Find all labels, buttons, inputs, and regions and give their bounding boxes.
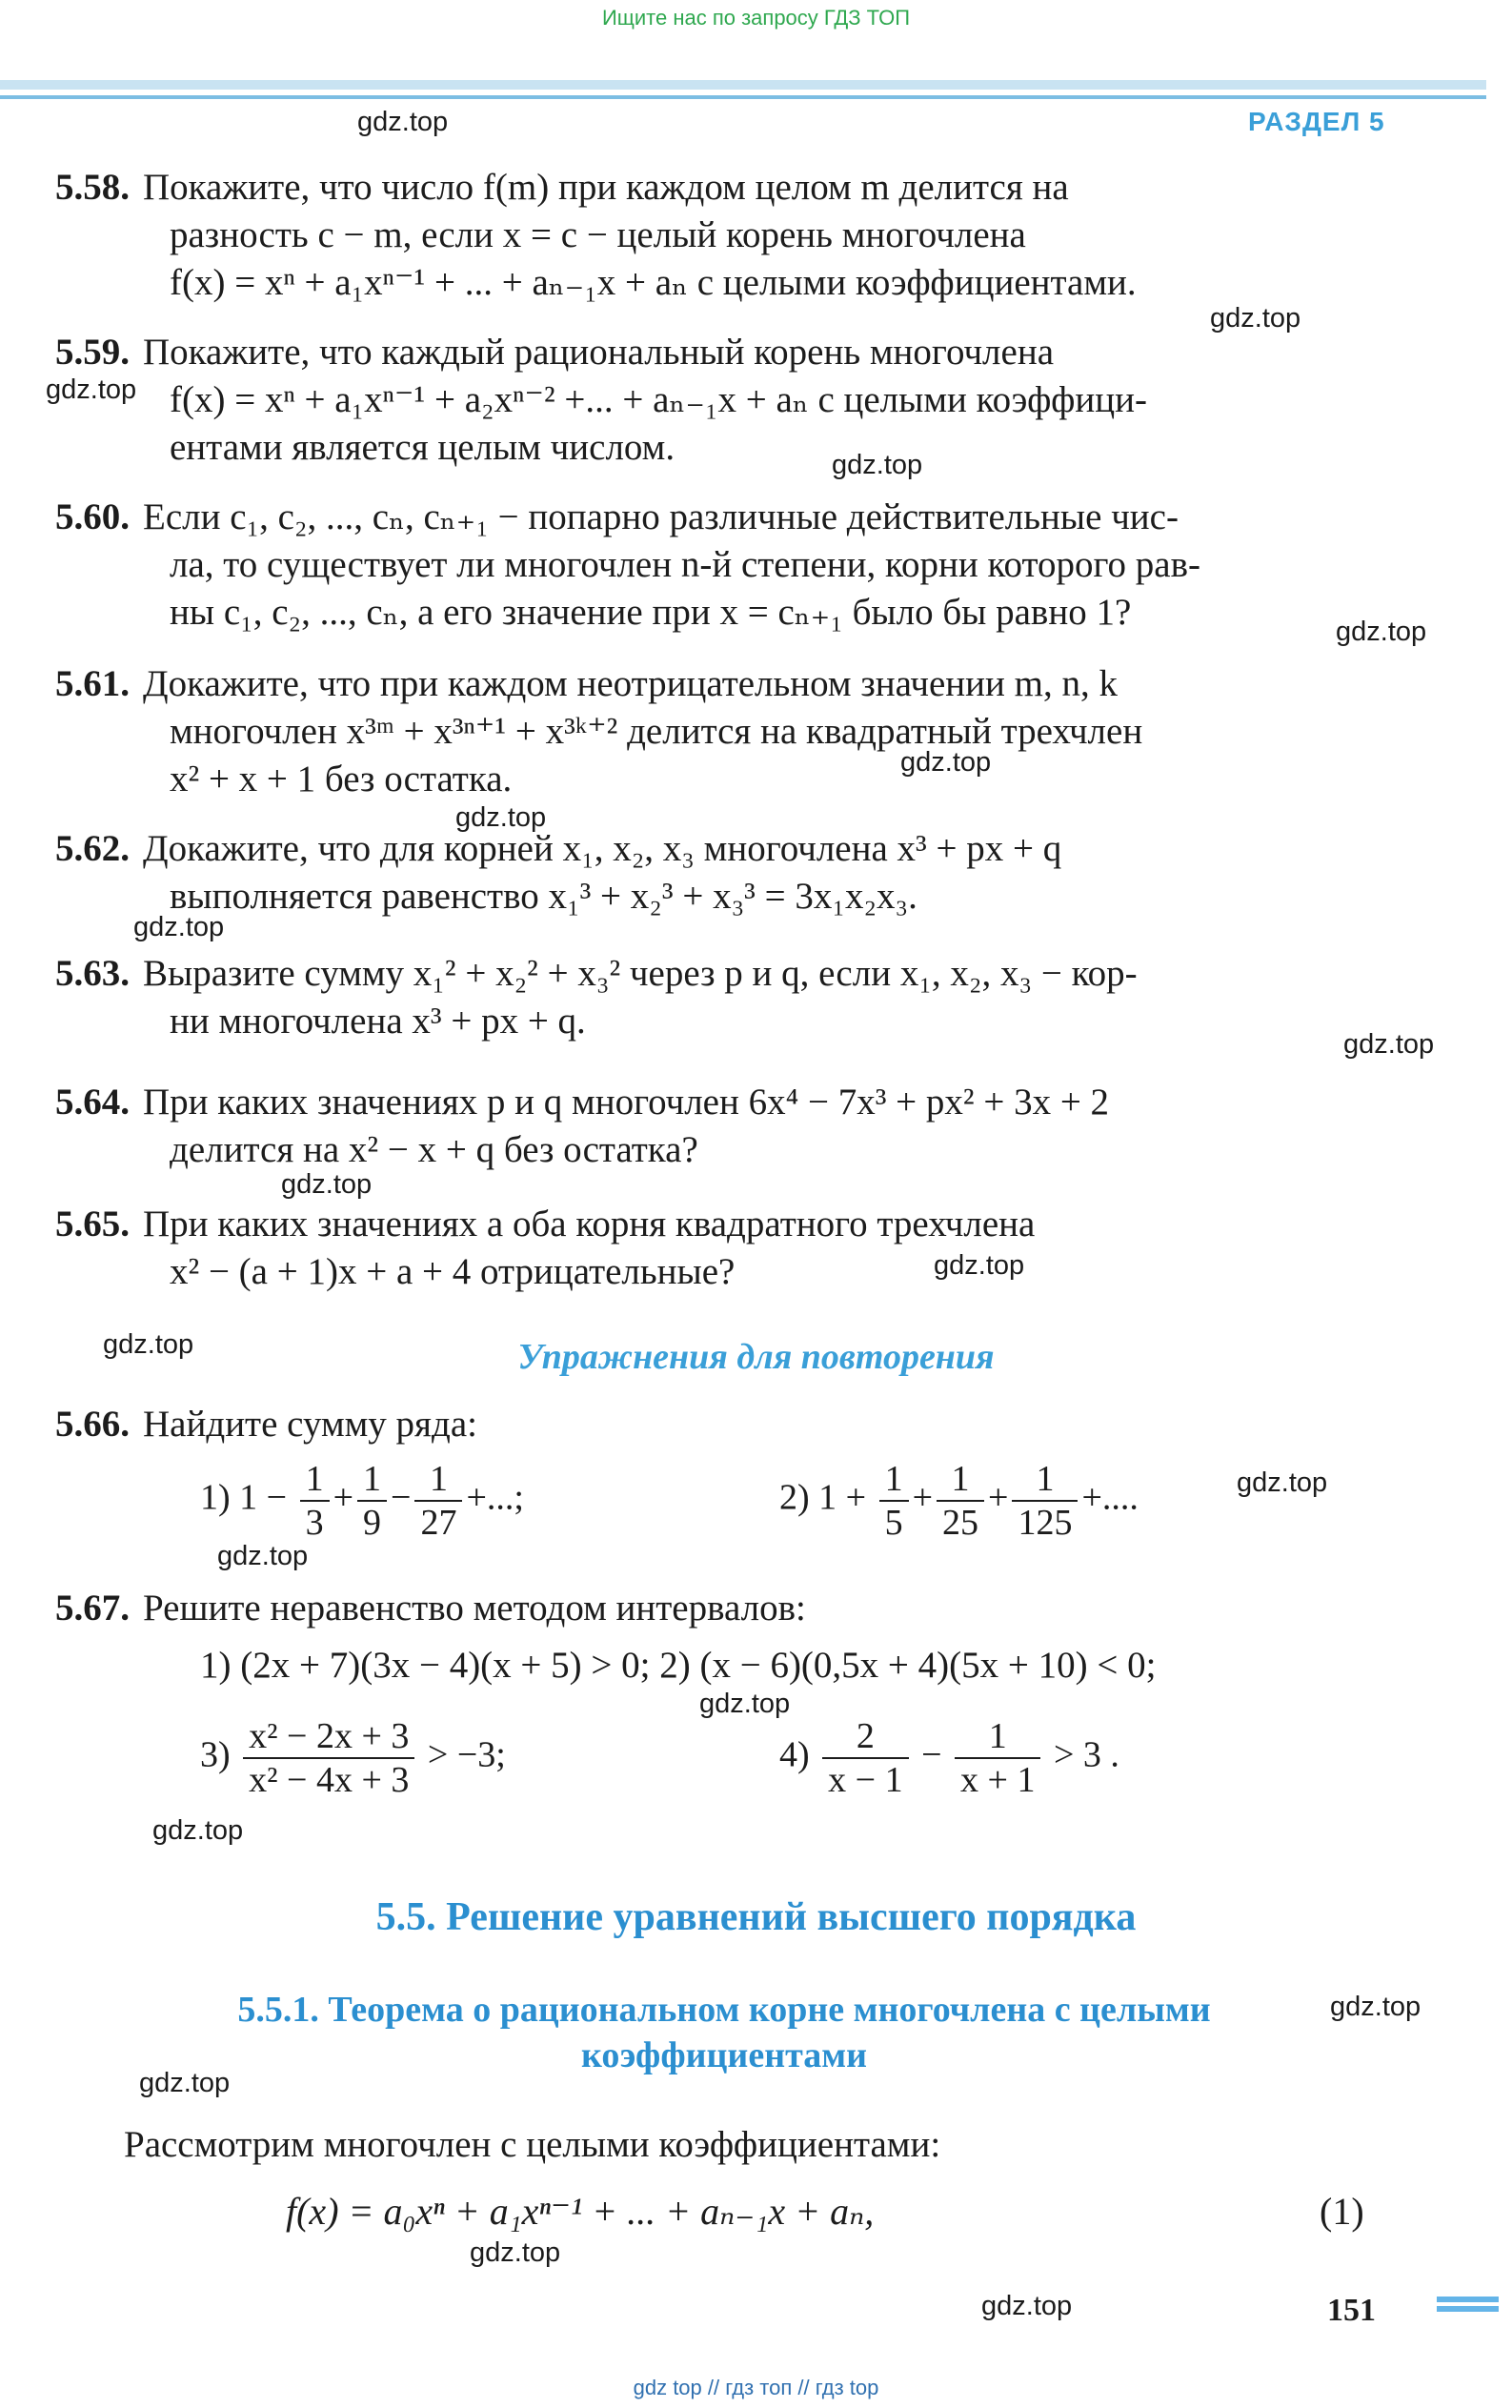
watermark: gdz.top: [217, 1541, 309, 1571]
fraction: [300, 1458, 330, 1544]
problem-line: Найдите сумму ряда:: [143, 1404, 477, 1445]
denominator: x + 1: [960, 1760, 1036, 1800]
exercises-heading: Упражнения для повторения: [517, 1337, 995, 1377]
watermark: gdz.top: [139, 2068, 231, 2098]
denominator: 3: [305, 1503, 324, 1543]
problem-line: Докажите, что для корней x₁, x₂, x₃ многочлена x³ + px + q: [143, 828, 1062, 869]
problem-5-67: [55, 1585, 1380, 1632]
inequality-4: [779, 1715, 1119, 1801]
inequalities-1-2: 1) (2x + 7)(3x − 4)(x + 5) > 0; 2) (x − 6)(0,5x + 4)(5x + 10) < 0;: [200, 1645, 1157, 1686]
problem-number: 5.62.: [55, 828, 130, 869]
watermark: gdz.top: [900, 747, 992, 778]
problem-line: x² + x + 1 без остатка.: [170, 759, 513, 799]
inequality-rhs: > 3 .: [1053, 1734, 1119, 1775]
formula-number: (1): [1320, 2190, 1364, 2233]
problem-line: При каких значениях p и q многочлен 6x⁴ − 7x³ + px² + 3x + 2: [143, 1082, 1110, 1123]
page-marker: [1437, 2306, 1499, 2312]
problem-line: Выразите сумму x₁² + x₂² + x₃² через p и q, если x₁, x₂, x₃ − кор-: [143, 953, 1138, 994]
numerator: 1: [955, 1715, 1040, 1759]
numerator: 1: [879, 1458, 909, 1502]
series-tail: +...;: [466, 1477, 524, 1518]
watermark: gdz.top: [103, 1329, 194, 1360]
fraction: [414, 1458, 462, 1544]
problem-line: Если c₁, c₂, ..., cₙ, cₙ₊₁ − попарно различные действительные чис-: [143, 496, 1179, 537]
page-number: 151: [1327, 2293, 1376, 2328]
fraction: [243, 1715, 414, 1801]
problem-line: Докажите, что при каждом неотрицательном значении m, n, k: [143, 663, 1119, 704]
problem-5-59: [55, 329, 1380, 472]
footer-links[interactable]: gdz top // гдз топ // гдз top: [633, 2376, 879, 2399]
subsection-title: 5.5.1. Теорема о рациональном корне многочлена с целыми коэффициентами: [237, 1990, 1211, 2075]
fraction: [1012, 1458, 1078, 1544]
watermark: gdz.top: [281, 1169, 373, 1200]
problem-line: делится на x² − x + q без остатка?: [170, 1129, 698, 1170]
body-text: Рассмотрим многочлен с целыми коэффициентами:: [124, 2124, 941, 2165]
numerator: 1: [937, 1458, 984, 1502]
watermark: gdz.top: [455, 802, 547, 833]
problem-number: 5.58.: [55, 167, 130, 208]
watermark: gdz.top: [934, 1250, 1025, 1281]
problem-number: 5.64.: [55, 1082, 130, 1123]
fraction: [879, 1458, 909, 1544]
denominator: 27: [420, 1503, 457, 1543]
problem-line: ла, то существует ли многочлен n-й степени, корни которого рав-: [170, 544, 1200, 585]
numerator: 2: [822, 1715, 908, 1759]
header-band: [0, 80, 1486, 90]
denominator: 5: [884, 1503, 903, 1543]
numerator: 1: [1012, 1458, 1078, 1502]
problem-line: ентами является целым числом.: [170, 427, 675, 468]
problem-line: Покажите, что каждый рациональный корень многочлена: [143, 332, 1055, 373]
item-label: 2) 1 +: [779, 1477, 867, 1518]
series-1: 1) 1 − $\frac{1}{3}$ + $\frac{1}{9}$ − $\frac{1}{27}$ +...;: [200, 1459, 524, 1543]
problem-number: 5.63.: [55, 953, 130, 994]
fraction: [937, 1458, 984, 1544]
problem-line: ни многочлена x³ + px + q.: [170, 1001, 586, 1042]
item-label: 1) 1 −: [200, 1477, 288, 1518]
denominator: x − 1: [828, 1760, 903, 1800]
watermark: gdz.top: [470, 2237, 561, 2268]
problem-line: выполняется равенство x₁³ + x₂³ + x₃³ = 3x₁x₂x₃.: [170, 876, 917, 917]
numerator: 1: [414, 1458, 462, 1502]
problem-5-58: [55, 164, 1380, 307]
problem-line: Решите неравенство методом интервалов:: [143, 1588, 806, 1629]
denominator: 9: [363, 1503, 382, 1543]
problem-number: 5.65.: [55, 1204, 130, 1244]
problem-line: f(x) = xⁿ + a₁xⁿ⁻¹ + ... + aₙ₋₁x + aₙ с целыми коэффициентами.: [170, 262, 1137, 303]
watermark: gdz.top: [1210, 303, 1301, 334]
watermark: gdz.top: [1237, 1467, 1328, 1498]
problem-number: 5.59.: [55, 332, 130, 373]
problem-number: 5.66.: [55, 1404, 130, 1445]
fraction: [955, 1715, 1040, 1801]
inequality-3: [200, 1715, 506, 1801]
problem-number: 5.61.: [55, 663, 130, 704]
watermark: gdz.top: [1330, 1992, 1421, 2022]
problem-number: 5.67.: [55, 1588, 130, 1629]
problem-line: многочлен x³ᵐ + x³ⁿ⁺¹ + x³ᵏ⁺² делится на квадратный трехчлен: [170, 711, 1143, 752]
minus-sign: −: [921, 1734, 942, 1775]
problem-5-60: [55, 494, 1380, 637]
numerator: 1: [300, 1458, 330, 1502]
numerator: x² − 2x + 3: [243, 1715, 414, 1759]
problem-line: f(x) = xⁿ + a₁xⁿ⁻¹ + a₂xⁿ⁻² +... + aₙ₋₁x + aₙ с целыми коэффици-: [170, 379, 1148, 420]
series-2: 2) 1 + $\frac{1}{5}$ + $\frac{1}{25}$ + $\frac{1}{125}$ +....: [779, 1459, 1139, 1543]
denominator: 125: [1018, 1503, 1073, 1543]
fraction: [822, 1715, 908, 1801]
problem-5-63: [55, 950, 1380, 1045]
problem-line: x² − (a + 1)x + a + 4 отрицательные?: [170, 1251, 736, 1292]
watermark: gdz.top: [699, 1689, 791, 1719]
header-stripe: [0, 95, 1486, 99]
page-marker: [1437, 2297, 1499, 2302]
series-tail: +....: [1081, 1477, 1139, 1518]
denominator: 25: [942, 1503, 979, 1543]
problem-5-66: [55, 1401, 1380, 1448]
problem-5-64: [55, 1079, 1380, 1174]
watermark: gdz.top: [46, 374, 137, 405]
problem-line: разность c − m, если x = c − целый корень многочлена: [170, 214, 1026, 255]
problem-line: При каких значениях a оба корня квадратного трехчлена: [143, 1204, 1036, 1244]
watermark: gdz.top: [133, 912, 225, 942]
top-note[interactable]: Ищите нас по запросу ГДЗ ТОП: [601, 6, 911, 30]
watermark: gdz.top: [1336, 617, 1427, 647]
watermark: gdz.top: [357, 107, 449, 137]
item-label: 4): [779, 1734, 810, 1775]
item-label: 3): [200, 1734, 231, 1775]
problem-5-61: [55, 660, 1380, 803]
fraction: [357, 1458, 387, 1544]
problem-line: Покажите, что число f(m) при каждом целом m делится на: [143, 167, 1069, 208]
watermark: gdz.top: [1343, 1029, 1435, 1060]
problem-line: ны c₁, c₂, ..., cₙ, а его значение при x = cₙ₊₁ было бы равно 1?: [170, 592, 1132, 633]
inequality-rhs: > −3;: [427, 1734, 506, 1775]
problem-5-65: [55, 1201, 1380, 1296]
section-tag: РАЗДЕЛ 5: [1248, 107, 1385, 136]
problem-number: 5.60.: [55, 496, 130, 537]
numerator: 1: [357, 1458, 387, 1502]
section-title: 5.5. Решение уравнений высшего порядка: [375, 1895, 1137, 1939]
formula: f(x) = a₀xⁿ + a₁xⁿ⁻¹ + ... + aₙ₋₁x + aₙ,: [286, 2190, 875, 2233]
problem-5-62: [55, 825, 1380, 921]
watermark: gdz.top: [152, 1815, 244, 1846]
denominator: x² − 4x + 3: [249, 1760, 410, 1800]
watermark: gdz.top: [981, 2291, 1073, 2321]
watermark: gdz.top: [832, 450, 923, 480]
